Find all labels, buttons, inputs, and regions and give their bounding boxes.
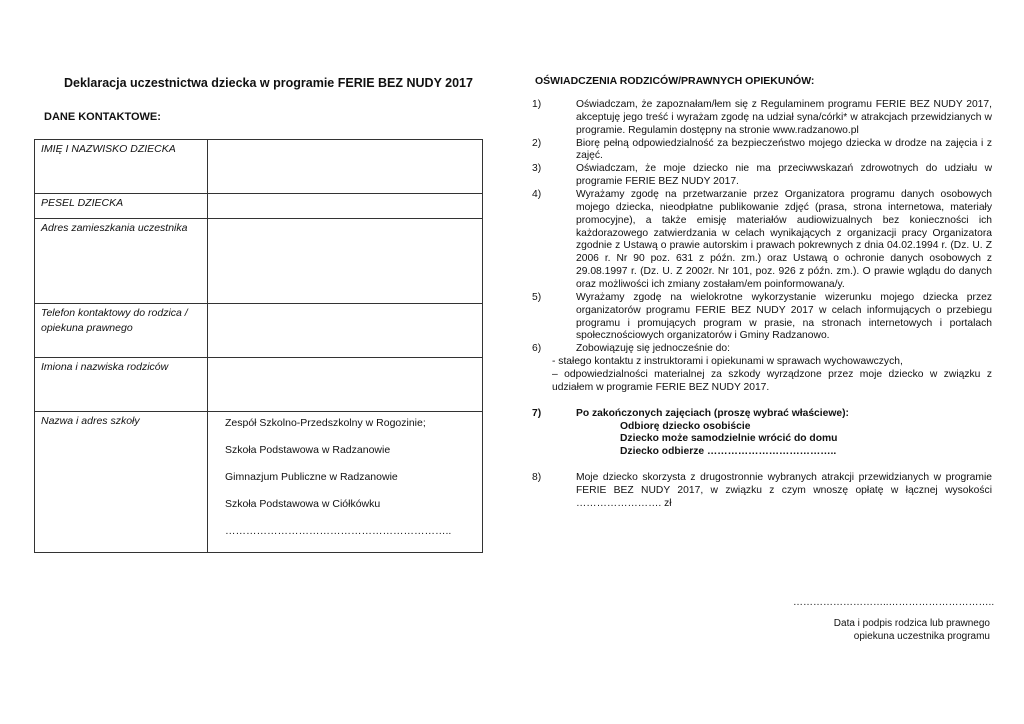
statement-number: 3) [532,163,542,175]
label-address: Adres zamieszkania uczestnika [35,219,208,304]
field-pesel[interactable] [208,194,483,219]
statement-item [532,163,992,189]
statement-text: Biorę pełną odpowiedzialność za bezpieczeństwo mojego dziecka w drodze na zajęcia i z zajęć. [576,137,992,162]
pickup-option-alone[interactable]: Dziecko może samodzielnie wrócić do domu [620,433,838,445]
label-child-name: IMIĘ I NAZWISKO DZIECKA [35,140,208,194]
pickup-question-text: Po zakończonych zajęciach (proszę wybrać właściewe): [576,407,849,419]
statement-item [532,99,992,138]
statement-text: Oświadczam, że zapoznałam/łem się z Regulaminem programu FERIE BEZ NUDY 2017, akceptuję jego treść i wyrażam zgodę na udział syna/córki* w atrakcjach przewidzianych w programie. Regulamin dostępny na stronie www.radzanowo.pl [576,99,992,136]
statements-list [532,99,992,511]
label-parents-names: Imiona i nazwiska rodziców [35,358,208,412]
statement-item [532,343,992,356]
form-row-phone [35,304,483,358]
form-row-child-name [35,140,483,194]
signature-caption [790,617,990,643]
field-parent-phone[interactable] [208,304,483,358]
statement-text: Wyrażamy zgodę na przetwarzanie przez Organizatora programu danych osobowych mojego dziecka, nieodpłatne publikowanie zdjęć (prasa, strona internetowa, materiały promocyjne), a także emisję materiałów audiowizualnych bez konieczności ich każdorazowego zatwierdzania w celach wynikających z organizacji pracy Organizatora zgodnie z Ustawą o prawie autorskim i prawach pokrewnych z dnia 04.02.1994 r. (Dz. U. Z 2006 r. Nr 90 poz. 631 z późn. zm.) oraz Ustawą o ochronie danych osobowych z 29.08.1997 r. (Dz. U. Z 2002r. Nr 101, poz. 926 z późn. zm.). O prawie wglądu do danych oraz możliwości ich zmiany zostałam/em poinformowana/y. [576,189,992,291]
obligation-line: - stałego kontaktu z instruktorami i opiekunami w sprawach wychowawczych, [552,356,903,368]
statements-heading: OŚWIADCZENIA RODZICÓW/PRAWNYCH OPIEKUNÓW: [535,75,815,87]
statement-number: 4) [532,189,542,201]
school-option[interactable]: Szkoła Podstawowa w Radzanowie [225,444,391,456]
label-school: Nazwa i adres szkoły [35,412,208,553]
statement-text: Wyrażamy zgodę na wielokrotne wykorzystanie wizerunku mojego dziecka przez organizatorów programu FERIE BEZ NUDY 2017 w celach informujących o przebiegu programu i promujących program w prasie, na stronach internetowych i portalach społecznościowych organizatorów i Gminy Radzanowo. [576,291,992,342]
form-row-address [35,219,483,304]
statement-item [532,292,992,343]
statement-number: 5) [532,291,542,303]
signature-caption-line: opiekuna uczestnika programu [853,631,990,642]
fee-statement-text: Moje dziecko skorzysta z drugostronnie wybranych atrakcji przewidzianych w programie FERIE BEZ NUDY 2017, w związku z czym wnoszę opłatę w łącznej wysokości ……………………. zł [576,472,992,509]
label-pesel: PESEL DZIECKA [35,194,208,219]
statement-item [532,189,992,292]
statement-number: 7) [532,407,542,419]
statement-text: Oświadczam, że moje dziecko nie ma przeciwwskazań zdrowotnych do udziału w programie FERIE BEZ NUDY 2017. [576,163,992,188]
field-child-name[interactable] [208,140,483,194]
school-option[interactable]: Szkoła Podstawowa w Ciółkówku [225,498,381,510]
statement-number: 6) [532,343,542,355]
fee-statement [532,472,992,511]
declaration-title: Deklaracja uczestnictwa dziecka w programie FERIE BEZ NUDY 2017 [64,76,473,90]
statement-item [532,138,992,164]
contact-form-table [34,139,483,553]
pickup-option-other-person[interactable]: Dziecko odbierze ……………………………….. [620,446,837,458]
statement-number: 2) [532,137,542,149]
signature-caption-line: Data i podpis rodzica lub prawnego [833,618,990,629]
form-row-school [35,412,483,553]
obligation-line: – odpowiedzialności materialnej za szkody wyrządzone przez moje dziecko w związku z udziałem w programie FERIE BEZ NUDY 2017. [552,369,992,393]
form-row-parents-names [35,358,483,412]
contact-data-heading: DANE KONTAKTOWE: [44,111,161,123]
field-school[interactable] [208,412,483,553]
label-parent-phone: Telefon kontaktowy do rodzica / opiekuna prawnego [35,304,208,358]
signature-line[interactable]: ………………………..………………………….. [793,597,995,608]
pickup-question [532,408,992,421]
school-option[interactable]: Gimnazjum Publiczne w Radzanowie [225,471,398,483]
school-option[interactable]: Zespół Szkolno-Przedszkolny w Rogozinie; [225,417,426,429]
school-other-dots[interactable]: ……………………………………………………….. [225,525,452,537]
field-address[interactable] [208,219,483,304]
form-row-pesel [35,194,483,219]
pickup-option-personal[interactable]: Odbiorę dziecko osobiście [620,420,751,432]
statement-number: 1) [532,99,542,110]
statement-text: Zobowiązuję się jednocześnie do: [576,343,730,355]
statement-number: 8) [532,472,542,484]
field-parents-names[interactable] [208,358,483,412]
